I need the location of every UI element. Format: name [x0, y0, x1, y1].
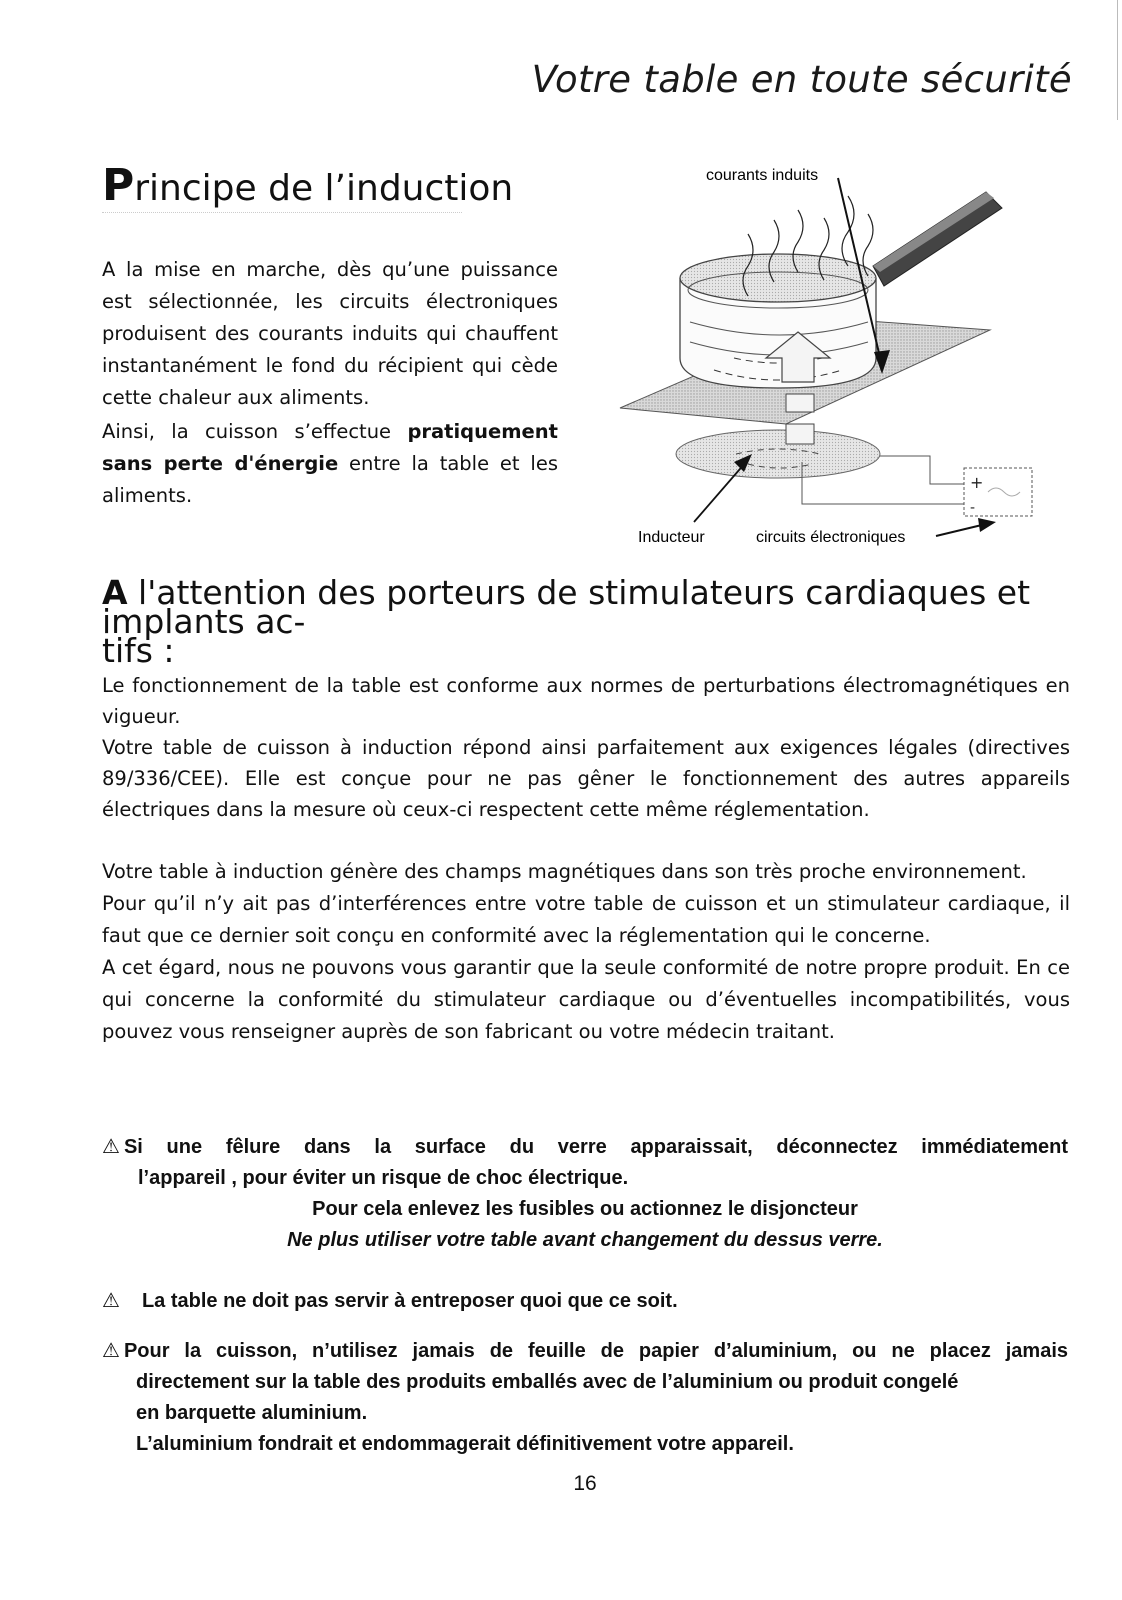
- warning-storage-text: La table ne doit pas servir à entreposer quoi que ce soit.: [141, 1290, 678, 1312]
- induction-paragraph-2-start: Ainsi, la cuisson s’effectue: [102, 420, 408, 443]
- pacemaker-paragraph-4: Pour qu’il n’y ait pas d’interférences entre votre table de cuisson et un stimulateur cardiaque, il faut que ce dernier soit conçu en conformité avec la réglementation qui le concerne.: [102, 892, 1070, 947]
- warning-aluminium: [102, 1336, 1068, 1460]
- inductor-label: Inducteur: [638, 529, 705, 546]
- electronics-minus-label: -: [970, 500, 976, 516]
- page-edge-rule: [1117, 0, 1118, 120]
- warning-crack-line2: l’appareil , pour éviter un risque de choc électrique.: [138, 1167, 629, 1189]
- warning-storage: [102, 1286, 1068, 1316]
- warning-aluminium-line4: L’aluminium fondrait et endommagerait définitivement votre appareil.: [136, 1433, 794, 1455]
- heading-underline: [102, 212, 462, 214]
- induction-diagram: [618, 162, 1048, 552]
- induction-heading-initial: P: [102, 160, 135, 211]
- warning-aluminium-text-1: Pour la cuisson, n’utilisez jamais de feuille de papier d’aluminium, ou ne placez jamais: [123, 1340, 1068, 1362]
- section-header-title: Votre table en toute sécurité: [531, 58, 1072, 101]
- induction-heading-rest: rincipe de l’induction: [134, 168, 514, 209]
- induction-paragraph-2-bold: pratiquement sans perte d'énergie: [102, 420, 558, 475]
- induction-paragraph-1-text: A la mise en marche, dès qu’une puissance est sélectionnée, les circuits électroniques produisent des courants induits qui chauffent instantanément le fond du récipient qui cède cette chaleur aux aliments.: [102, 258, 558, 409]
- warning-crack-line1: [102, 1132, 1068, 1163]
- pacemaker-heading: [102, 573, 1062, 670]
- currents-label: courants induits: [706, 167, 819, 184]
- induction-paragraph-2-end: entre la table et les aliments.: [102, 452, 558, 507]
- induction-diagram-svg: [618, 162, 1048, 552]
- pacemaker-paragraph-3: Votre table à induction génère des champs magnétiques dans son très proche environnement.: [102, 860, 1027, 883]
- pan-handle: [873, 192, 1002, 286]
- induction-paragraph-2: [102, 416, 558, 512]
- warning-crack-text-1: Si une fêlure dans la surface du verre apparaissait, déconnectez immédiatement: [123, 1136, 1068, 1158]
- pacemaker-heading-line1: [102, 573, 1062, 641]
- pacemaker-paragraph-2: Votre table de cuisson à induction répond ainsi parfaitement aux exigences légales (directives 89/336/CEE). Elle est conçue pour ne pas gêner le fonctionnement des autres appareils électriques dans la mesure où ceux-ci respectent cette même réglementation.: [102, 736, 1070, 821]
- electronics-plus-label: +: [970, 473, 984, 492]
- warning-aluminium-line3: en barquette aluminium.: [136, 1402, 368, 1424]
- induction-paragraph-1: [102, 254, 558, 424]
- pacemaker-paragraph-5: A cet égard, nous ne pouvons vous garantir que la seule conformité de notre propre produit. En ce qui concerne la conformité du stimulateur cardiaque ou d’éventuelles incompatibilités, vous pouvez vous renseigner auprès de son fabricant ou votre médecin traitant.: [102, 956, 1070, 1043]
- pacemaker-heading-initial: A: [102, 573, 128, 612]
- warning-aluminium-line1: [102, 1336, 1068, 1367]
- warning-crack-line4: Ne plus utiliser votre table avant changement du dessus verre.: [287, 1229, 883, 1251]
- warning-aluminium-line2: directement sur la table des produits emballés avec de l’aluminium ou produit congelé: [136, 1371, 959, 1393]
- pacemaker-heading-rest: l'attention des porteurs de stimulateurs cardiaques et implants ac-: [102, 573, 1031, 641]
- warning-triangle-icon: ⚠: [102, 1290, 120, 1312]
- circuits-label: circuits électroniques: [756, 529, 906, 546]
- pacemaker-paragraph-1: Le fonctionnement de la table est conforme aux normes de perturbations électromagnétiques en vigueur.: [102, 674, 1070, 728]
- induction-heading: [102, 160, 513, 211]
- page-number: 16: [573, 1472, 597, 1495]
- warning-triangle-icon: ⚠: [102, 1136, 120, 1158]
- warning-crack: [102, 1132, 1068, 1256]
- pacemaker-heading-line2: tifs :: [102, 631, 175, 670]
- pacemaker-block-2: [102, 856, 1070, 1048]
- pacemaker-block-1: [102, 670, 1070, 825]
- warning-triangle-icon: ⚠: [102, 1340, 120, 1362]
- warning-crack-line3: Pour cela enlevez les fusibles ou actionnez le disjoncteur: [312, 1198, 858, 1220]
- inductor-coil: [676, 430, 880, 478]
